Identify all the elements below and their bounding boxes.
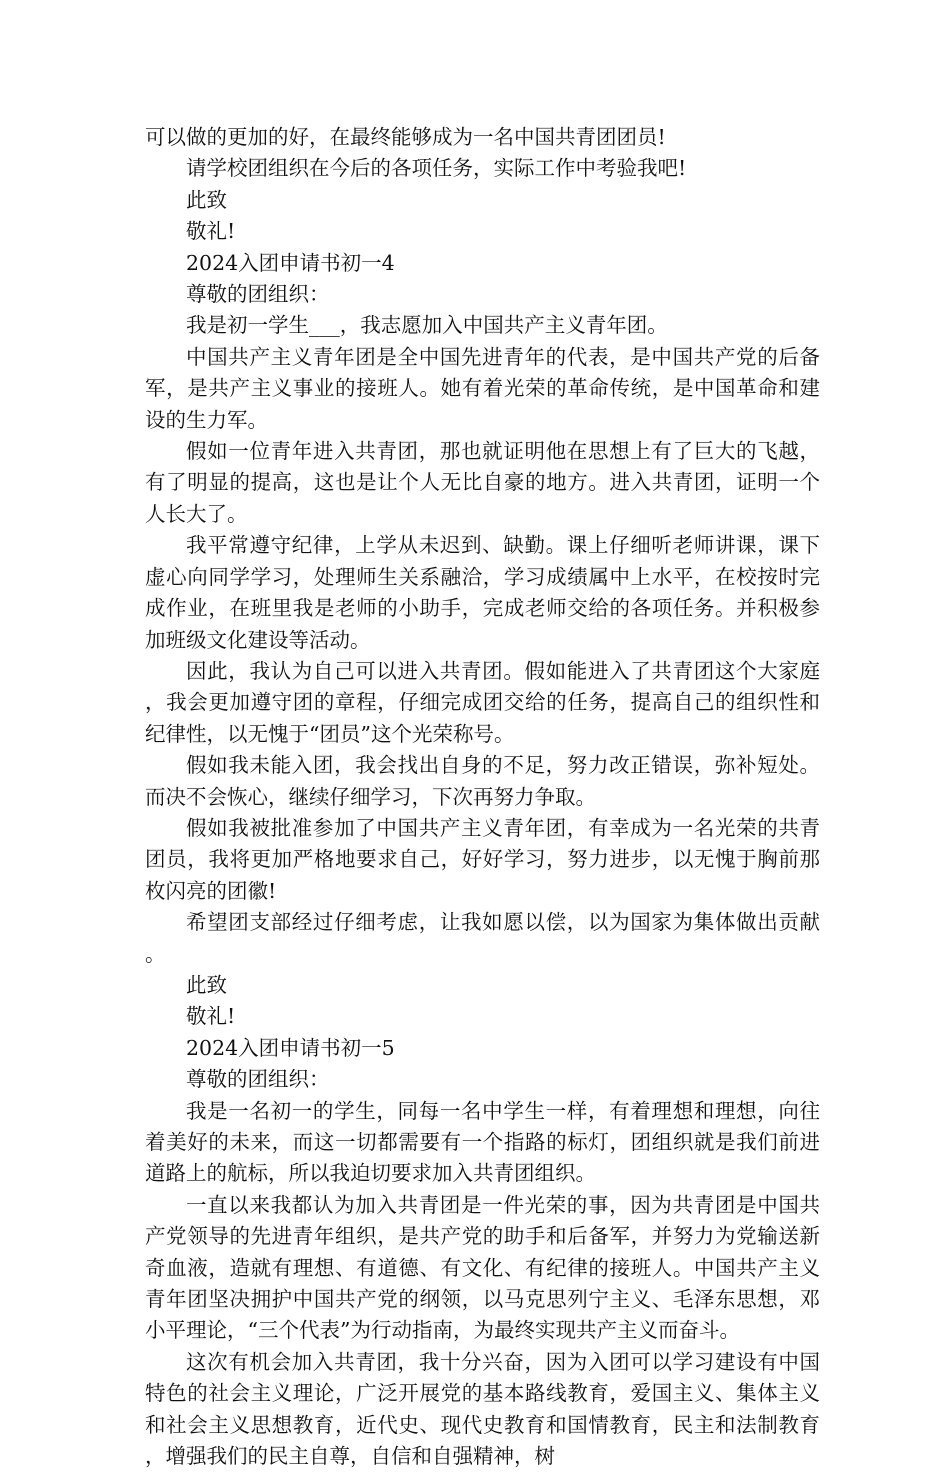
document-body xyxy=(145,122,820,1472)
paragraph: 请学校团组织在今后的各项任务，实际工作中考验我吧! xyxy=(186,156,687,181)
greeting: 尊敬的团组织： xyxy=(186,1067,330,1092)
section-title: 2024入团申请书初一4 xyxy=(186,250,395,275)
closing-salutation: 敬礼! xyxy=(186,1004,236,1029)
paragraph: 中国共产主义青年团是全中国先进青年的代表，是中国共产党的后备军，是共产主义事业的接班人。她有着光荣的革命传统，是中国革命和建设的生力军。 xyxy=(145,344,820,432)
paragraph: 我是一名初一的学生，同每一名中学生一样，有着理想和理想，向往着美好的未来，而这一切都需要有一个指路的标灯，团组织就是我们前进道路上的航标，所以我迫切要求加入共青团组织。 xyxy=(145,1098,820,1186)
paragraph: 因此，我认为自己可以进入共青团。假如能进入了共青团这个大家庭，我会更加遵守团的章程，仔细完成团交给的任务，提高自己的组织性和纪律性，以无愧于“团员”这个光荣称号。 xyxy=(145,658,820,746)
paragraph: 假如我未能入团，我会找出自身的不足，努力改正错误，弥补短处。而决不会恢心，继续仔细学习，下次再努力争取。 xyxy=(145,753,820,809)
closing-salutation: 此致 xyxy=(186,972,227,997)
paragraph: 我是初一学生___，我志愿加入中国共产主义青年团。 xyxy=(186,313,668,338)
paragraph: 假如一位青年进入共青团，那也就证明他在思想上有了巨大的飞越，有了明显的提高，这也是让个人无比自豪的地方。进入共青团，证明一个人长大了。 xyxy=(145,439,820,526)
paragraph: 希望团支部经过仔细考虑，让我如愿以偿，以为国家为集体做出贡献。 xyxy=(145,910,820,966)
paragraph: 可以做的更加的好，在最终能够成为一名中国共青团团员! xyxy=(145,125,666,149)
section-title: 2024入团申请书初一5 xyxy=(186,1035,395,1060)
paragraph: 假如我被批准参加了中国共产主义青年团，有幸成为一名光荣的共青团员，我将更加严格地要求自己，好好学习，努力进步，以无愧于胸前那枚闪亮的团徽! xyxy=(145,815,820,903)
paragraph: 这次有机会加入共青团，我十分兴奋，因为入团可以学习建设有中国特色的社会主义理论，广泛开展党的基本路线教育，爱国主义、集体主义和社会主义思想教育，近代史、现代史教育和国情教育，民主和法制教育，增强我们的民主自尊，自信和自强精神，树 xyxy=(145,1349,820,1469)
greeting: 尊敬的团组织： xyxy=(186,282,330,307)
closing-salutation: 敬礼! xyxy=(186,219,236,244)
paragraph: 一直以来我都认为加入共青团是一件光荣的事，因为共青团是中国共产党领导的先进青年组织，是共产党的助手和后备军，并努力为党输送新奇血液，造就有理想、有道德、有文化、有纪律的接班人。中国共产主义青年团坚决拥护中国共产党的纲领，以马克思列宁主义、毛泽东思想，邓小平理论，“三个代表”为行动指南，为最终实现共产主义而奋斗。 xyxy=(145,1192,820,1343)
closing-salutation: 此致 xyxy=(186,187,227,212)
paragraph: 我平常遵守纪律，上学从未迟到、缺勤。课上仔细听老师讲课，课下虚心向同学学习，处理师生关系融洽，学习成绩属中上水平，在校按时完成作业，在班里我是老师的小助手，完成老师交给的各项任务。并积极参加班级文化建设等活动。 xyxy=(145,533,820,652)
